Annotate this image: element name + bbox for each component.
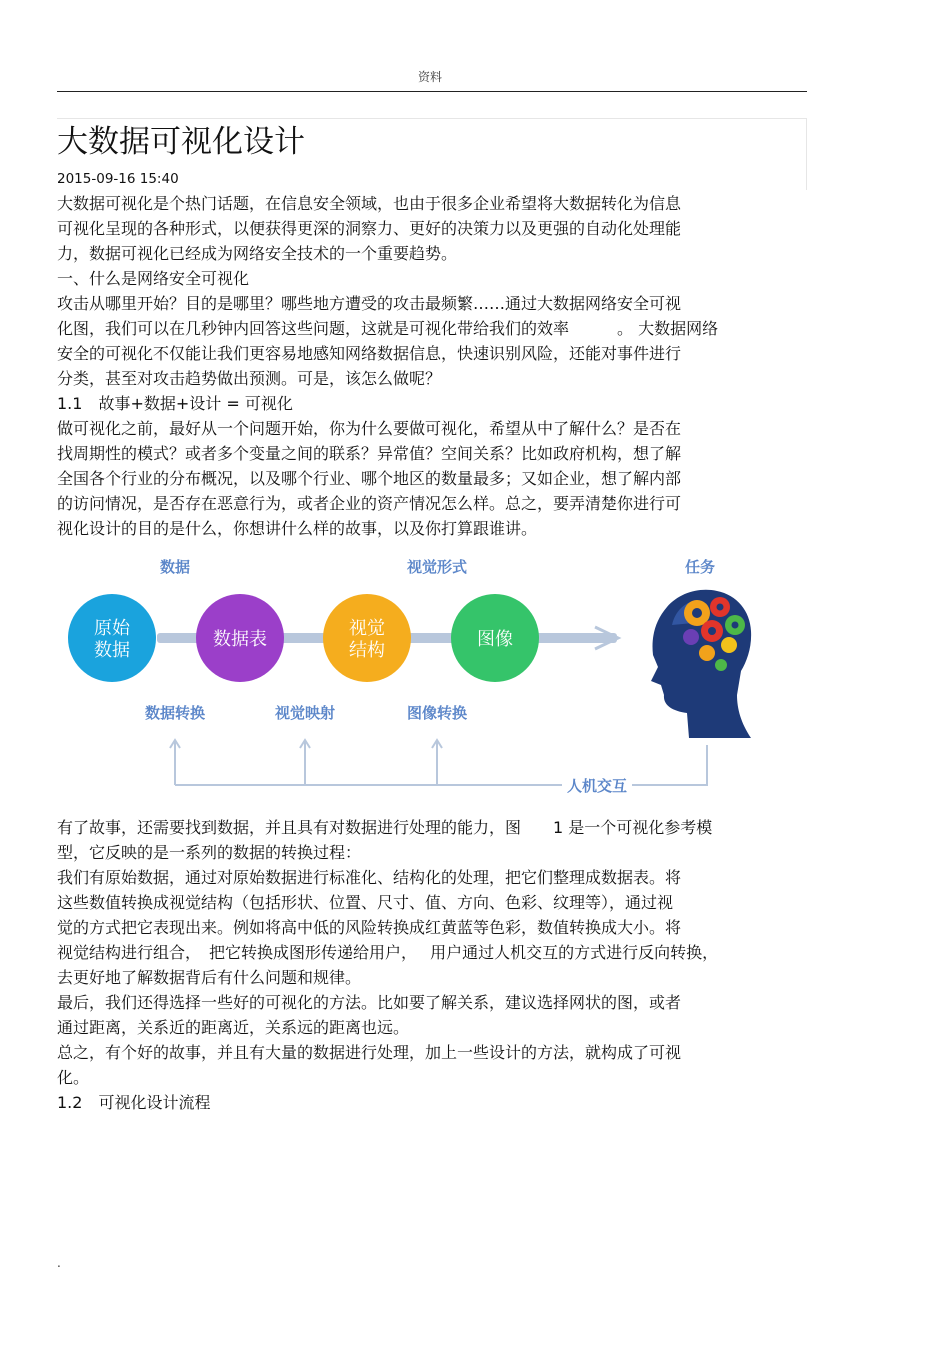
circle-data-table <box>196 594 284 682</box>
brain-gears-head-icon <box>651 590 751 738</box>
circle-data-table-label: 数据表 <box>213 629 267 650</box>
article-date: 2015-09-16 15:40 <box>57 171 179 187</box>
page-header: 资料 <box>417 70 442 84</box>
bottom-label-data-transform: 数据转换 <box>144 704 206 722</box>
visualization-reference-model-figure <box>57 545 757 810</box>
circle-visual-structure-line1: 视觉 <box>349 618 385 639</box>
circle-visual-structure-line2: 结构 <box>349 640 385 661</box>
paragraph-story: 做可视化之前，最好从一个问题开始，你为什么要做可视化，希望从中了解什么？是否在 找周期性的模式？或者多个变量之间的联系？异常值？空间关系？比如政府机构，想了解 全国各个行业的分布概况，以及哪个行业、哪个地区的数量最多；又如企业，想了解内部 的访问情况，是否存在恶意行为，或者企业的资产情况怎么样。总之，要弄清楚你进行可 视化设计的目的是什么，你想讲什么样的故事，以及你打算跟谁讲。 <box>57 419 682 538</box>
section-heading-1: 一、什么是网络安全可视化 <box>57 269 250 288</box>
circle-raw-data-line1: 原始 <box>94 618 130 639</box>
subsection-heading-1-2: 1.2 可视化设计流程 <box>57 1093 211 1112</box>
subsection-heading-1-1: 1.1 故事+数据+设计 = 可视化 <box>57 394 293 413</box>
top-labels <box>160 558 715 576</box>
article-title: 大数据可视化设计 <box>57 124 305 160</box>
header-rule <box>57 91 807 92</box>
bottom-labels <box>145 704 467 722</box>
paragraph-intro: 大数据可视化是个热门话题，在信息安全领域，也由于很多企业希望将大数据转化为信息 可视化呈现的各种形式，以便获得更深的洞察力、更好的决策力以及更强的自动化处理能 力，数据可视化已经成为网络安全技术的一个重要趋势。 <box>57 194 682 263</box>
top-label-visual-form: 视觉形式 <box>406 558 468 576</box>
paragraph-reference-model: 有了故事，还需要找到数据，并且具有对数据进行处理的能力，图 1 是一个可视化参考模 型，它反映的是一系列的数据的转换过程： <box>57 818 713 862</box>
top-label-task: 任务 <box>684 558 716 576</box>
interaction-label: 人机交互 <box>566 777 628 795</box>
footer-mark: . <box>57 1256 61 1270</box>
paragraph-transform-process: 我们有原始数据，通过对原始数据进行标准化、结构化的处理，把它们整理成数据表。将 这些数值转换成视觉结构（包括形状、位置、尺寸、值、方向、色彩、纹理等），通过视 觉的方式把它表现出来。例如将高中低的风险转换成红黄蓝等色彩，数值转换成大小。将 视觉结构进行组合， 把它转换成图形传递给用户， 用户通过人机交互的方式进行反向转换， 去更好地了解数据背后有什么问题和规律。 <box>57 868 719 987</box>
bottom-label-image-transform: 图像转换 <box>406 704 468 722</box>
circle-visual-structure <box>323 594 411 682</box>
top-label-data: 数据 <box>159 558 191 576</box>
circle-image-label: 图像 <box>477 629 513 650</box>
circle-raw-data <box>68 594 156 682</box>
paragraph-summary: 总之，有个好的故事，并且有大量的数据进行处理，加上一些设计的方法，就构成了可视 化。 <box>57 1043 682 1087</box>
paragraph-methods: 最后，我们还得选择一些好的可视化的方法。比如要了解关系，建议选择网状的图，或者 通过距离，关系近的距离近，关系远的距离也远。 <box>57 993 682 1037</box>
paragraph-what-is: 攻击从哪里开始？目的是哪里？哪些地方遭受的攻击最频繁……通过大数据网络安全可视 化图，我们可以在几秒钟内回答这些问题，这就是可视化带给我们的效率 。 大数据网络 安全的可视化不仅能让我们更容易地感知网络数据信息，快速识别风险，还能对事件进行 分类，甚至对攻击趋势做出预测。可是，该怎么做呢？ <box>57 294 719 388</box>
bottom-label-visual-mapping: 视觉映射 <box>274 704 336 722</box>
circle-image <box>451 594 539 682</box>
circle-raw-data-line2: 数据 <box>94 640 130 661</box>
